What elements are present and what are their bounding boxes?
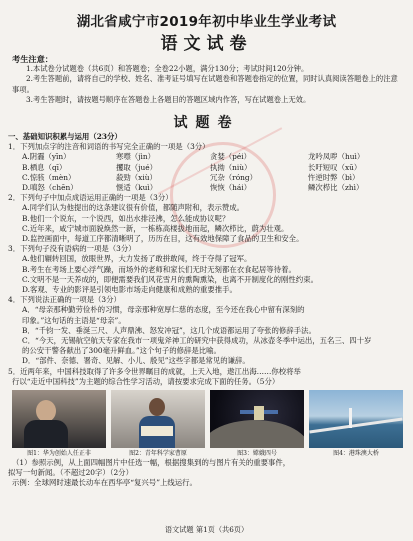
q4-option-a: A．“母亲那种勤劳俭朴的习惯，母亲那种宽厚仁慈的态度，至今还在我心中留有深刻的 bbox=[22, 305, 305, 315]
q4-option-c: C．“今天，无锡航空航天专家在我市一项鬼斧神工的研究中获得成功，从冰壶冬季中运出，五名三、四十岁 bbox=[22, 336, 372, 346]
q1-option: C.惊骇（mèn） bbox=[22, 172, 76, 182]
section-title: 试题卷 bbox=[173, 115, 240, 131]
q1-option: D.嗔怒（chēn） bbox=[22, 183, 78, 193]
q2-option-d: D.监控画面中，每道工序都清晰明了，历历在目，这有效地保障了食品的卫生和安全。 bbox=[22, 234, 304, 244]
q1-option: 鳞次栉比（zhì） bbox=[308, 183, 364, 193]
q3-option-b: B.考生在考场上要心浮气躁，而场外的老师和家长们无时无刻都在衣食起居等待着。 bbox=[22, 264, 296, 274]
q1-option: B.栖息（qī） bbox=[22, 162, 67, 172]
photo-caption: 图4：港珠澳大桥 bbox=[333, 450, 379, 458]
note-item: 1.本试卷分试题卷（共6页）和答题卷；全卷22小题，满分130分；考试时间120分钟。 bbox=[26, 64, 309, 73]
candidate-notes bbox=[12, 64, 404, 106]
question-3-stem: 3．下列句子没有语病的一项是（3分） bbox=[8, 244, 136, 254]
part-heading: 一、基础知识积累与运用（23分） bbox=[8, 132, 122, 141]
q5-task-1-cont: 拟写一句新闻。（不超过20字）（2分） bbox=[8, 468, 133, 478]
q1-option: 寒噤（jìn） bbox=[116, 152, 155, 162]
q1-option: 惬适（kuì） bbox=[116, 183, 158, 193]
question-1-options bbox=[8, 152, 406, 193]
q4-option-d: D．“部件、奈德、署奇、见解、小儿、殷见”这些字都是常见的谦辞。 bbox=[22, 356, 250, 366]
question-body bbox=[8, 132, 406, 489]
q1-option: 长吁短叹（xū） bbox=[308, 162, 362, 172]
q1-option: 龙吟凤哕（huì） bbox=[308, 152, 365, 162]
q1-option: 冗杂（róng） bbox=[210, 172, 258, 182]
question-2-stem: 2．下列句子中加点成语运用正确的一项是（3分） bbox=[8, 193, 173, 203]
photo-caption: 图3：嫦娥四号 bbox=[237, 450, 277, 458]
q1-option: 忤逆时弊（bì） bbox=[308, 172, 360, 182]
q1-option: 殺勁（xiù） bbox=[116, 172, 157, 182]
q2-option-c: C.近年来，咸宁城市面貌焕然一新，一栋栋高楼拔地而起，鳞次栉比，蔚为壮观。 bbox=[22, 223, 289, 233]
exam-title: 湖北省咸宁市2019年初中毕业生学业考试 bbox=[76, 14, 337, 30]
page-footer: 语文试题 第1页（共6页） bbox=[164, 525, 249, 534]
q2-option-a: A.同学们认为他提出的这条建议很有价值，都随声附和，表示赞成。 bbox=[22, 203, 245, 213]
question-4-stem: 4．下列说法正确的一项是（3分） bbox=[8, 295, 121, 305]
question-1-stem: 1．下列加点字的注音和词语的书写完全正确的一项是（3分） bbox=[8, 142, 210, 152]
q1-option: 贪婪（péi） bbox=[210, 152, 252, 162]
q3-option-c: C.文明不是一天养成的，即便需要我们风花雪月的熏陶熏染，也离不开制度化的刚性约束。 bbox=[22, 274, 318, 284]
q1-option: A.阴霾（yīn） bbox=[22, 152, 71, 162]
note-item: 3.考生答题时，请按题号顺序在答题卷上各题目的答题区域内作答，写在试题卷上无效。 bbox=[26, 95, 311, 105]
photo-cao-yuan bbox=[111, 390, 205, 448]
photo-captions bbox=[12, 450, 406, 458]
q2-option-b: B.他们一个说东，一个说西，如出水排泾沸，怎么能成协议呢？ bbox=[22, 213, 230, 223]
photo-caption: 图1：华为创始人任正非 bbox=[27, 450, 91, 458]
photo-ren-zhengfei bbox=[12, 390, 106, 448]
q5-task-1: （1）参照示例，从上面四幅图片中任选一幅，根据搜集到的与图片有关的重要事件， bbox=[12, 458, 291, 468]
photo-hzmb-bridge bbox=[309, 390, 403, 448]
photo-change-4 bbox=[210, 390, 304, 448]
note-item: 2.考生答题前，请将自己的学校、姓名、准考证号填写在试题卷和答题卷指定的位置，同时认真阅读答题卷上的注意事项。 bbox=[12, 74, 398, 94]
q1-option: 执拗（niù） bbox=[210, 162, 252, 172]
q4-option-b: B．“千钧一发、垂涎三尺、人声鼎沸、怒发冲冠”，这几个成语都运用了夸张的修辞手法。 bbox=[22, 325, 316, 335]
q4-option-c-cont: 的公安干警各献出了300毫升鲜血。”这个句子的修辞是比喻。 bbox=[22, 346, 221, 356]
q1-option: 攫取（jué） bbox=[116, 162, 157, 172]
photo-caption: 图2：青年科学家曹原 bbox=[129, 450, 187, 458]
question-5-stem-cont: 行以“走近中国科技”为主题的综合性学习活动，请按要求完成下面的任务。（5分） bbox=[12, 376, 280, 386]
q5-example: 示例：全球网时速最长动车在西华亭“复兴号”上线运行。 bbox=[12, 478, 197, 488]
q4-option-a-cont: 印象。”这句话的主语是“母亲”。 bbox=[22, 315, 126, 325]
q3-option-d: D.客观、专业的影评是引领电影市场走向健康和成熟的重要推手。 bbox=[22, 285, 237, 295]
exam-subtitle: 语文试卷 bbox=[160, 34, 253, 54]
q1-option: 恢恢（hái） bbox=[210, 183, 252, 193]
notes-heading: 考生注意： bbox=[12, 54, 53, 64]
photo-row bbox=[12, 390, 406, 448]
q3-option-a: A.他们辗转回国，放眼世界，大力发扬了敢拼敢闯，终于夺得了冠军。 bbox=[22, 254, 252, 264]
question-5-stem: 5．近两年来，中国科技取得了许多令世界瞩目的成就，上天入地，遨江出海……你校将举 bbox=[8, 366, 301, 376]
